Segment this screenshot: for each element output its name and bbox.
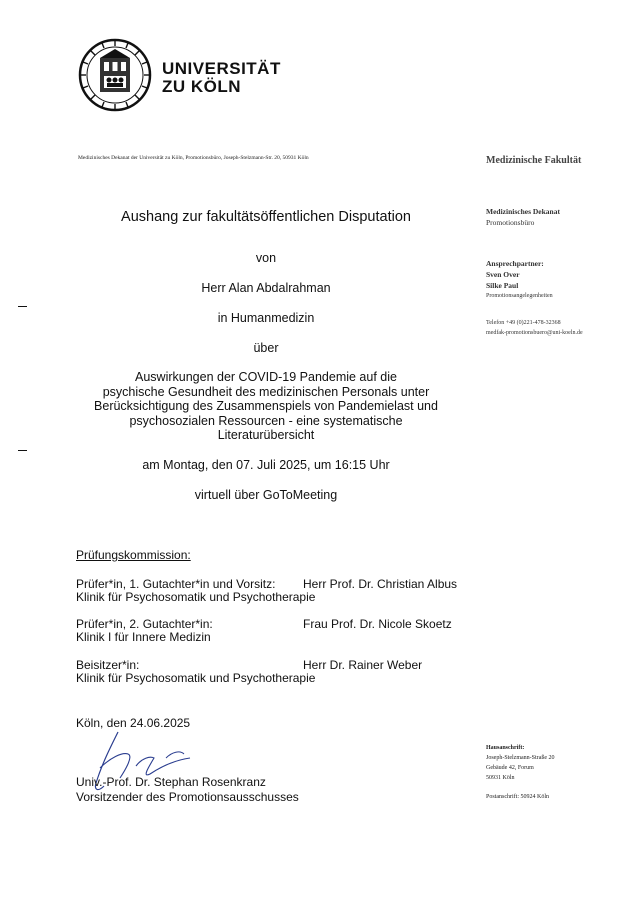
- department-name: Medizinisches Dekanat: [486, 207, 560, 216]
- address-heading: Hausanschrift:: [486, 745, 525, 751]
- thesis-title-line: psychosozialen Ressourcen - eine systematische: [129, 413, 403, 428]
- member-clinic: Klinik für Psychosomatik und Psychotherapie: [76, 590, 316, 604]
- member-name: Herr Dr. Rainer Weber: [303, 658, 423, 672]
- notice-von: von: [255, 251, 277, 265]
- candidate-field: in Humanmedizin: [217, 311, 315, 325]
- contact-person-2: Silke Paul: [486, 281, 519, 290]
- university-seal-logo: [78, 38, 152, 112]
- member-role: Prüfer*in, 2. Gutachter*in:: [76, 617, 213, 631]
- candidate-name: Herr Alan Abdalrahman: [201, 281, 331, 295]
- contact-details: [486, 318, 583, 338]
- notice-title: Aushang zur fakultätsöffentlichen Disputation: [121, 209, 411, 225]
- university-name-line2: ZU KÖLN: [162, 77, 242, 96]
- disputation-date: am Montag, den 07. Juli 2025, um 16:15 Uhr: [142, 458, 390, 472]
- notice-ueber: über: [253, 341, 279, 355]
- thesis-title-line: psychische Gesundheit des medizinischen Personals unter: [102, 384, 430, 399]
- member-name: Herr Prof. Dr. Christian Albus: [303, 577, 458, 591]
- university-name-line1: UNIVERSITÄT: [162, 59, 281, 78]
- thesis-title-line: Literaturübersicht: [217, 428, 315, 442]
- department-office: Promotionsbüro: [486, 218, 535, 227]
- fold-mark: [18, 450, 27, 451]
- disputation-location: virtuell über GoToMeeting: [194, 488, 338, 502]
- address-street: Joseph-Stelzmann-Straße 20: [486, 755, 555, 761]
- contact-email[interactable]: medfak-promotionsbuero@uni-koeln.de: [486, 330, 583, 336]
- committee-heading: Prüfungskommission:: [76, 548, 191, 562]
- university-name: [162, 60, 281, 96]
- address-building: Gebäude 42, Forum: [486, 765, 534, 771]
- member-clinic: Klinik I für Innere Medizin: [76, 630, 211, 644]
- address-city: 50931 Köln: [486, 775, 515, 781]
- faculty-name: Medizinische Fakultät: [486, 155, 582, 166]
- contact-area: Promotionsangelegenheiten: [486, 293, 553, 299]
- contact-block: [486, 258, 553, 301]
- member-clinic: Klinik für Psychosomatik und Psychotherapie: [76, 671, 316, 685]
- signatory-position: Vorsitzender des Promotionsausschusses: [76, 790, 299, 804]
- place-date: Köln, den 24.06.2025: [76, 716, 191, 730]
- member-role: Beisitzer*in:: [76, 658, 140, 672]
- thesis-title-line: Auswirkungen der COVID-19 Pandemie auf die: [135, 370, 397, 384]
- member-name: Frau Prof. Dr. Nicole Skoetz: [303, 617, 452, 631]
- postal-address: Postanschrift: 50924 Köln: [486, 794, 549, 800]
- signatory-name: Univ.-Prof. Dr. Stephan Rosenkranz: [76, 775, 266, 789]
- thesis-title: [60, 370, 472, 443]
- member-role: Prüfer*in, 1. Gutachter*in und Vorsitz:: [76, 577, 276, 591]
- department-block: [486, 206, 560, 228]
- sender-address-line: Medizinisches Dekanat der Universität zu Köln, Promotionsbüro, Joseph-Stelzmann-Str. 20, 50931 Köln: [78, 155, 309, 161]
- contact-phone: Telefon +49 (0)221-478-32368: [486, 320, 561, 326]
- contact-heading: Ansprechpartner:: [486, 259, 544, 268]
- thesis-title-line: Berücksichtigung des Zusammenspiels von Pandemielast und: [94, 399, 438, 413]
- contact-person-1: Sven Over: [486, 270, 520, 279]
- address-block: [486, 743, 554, 802]
- fold-mark: [18, 306, 27, 307]
